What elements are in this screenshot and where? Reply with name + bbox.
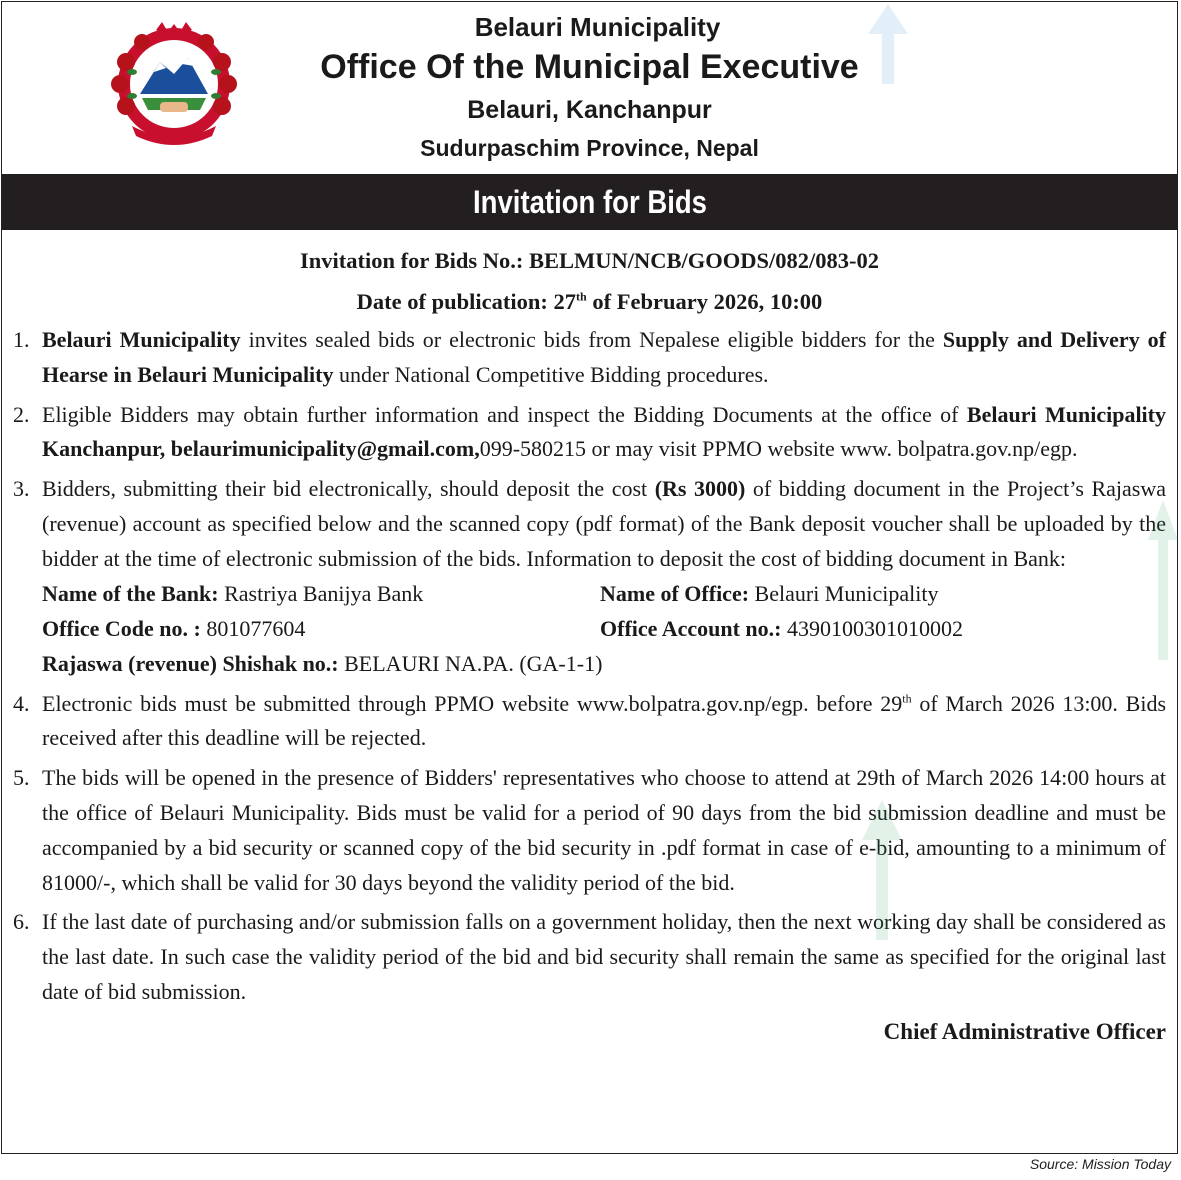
clause-text-part: Supply and Delivery of Hearse in Belauri Municipality (42, 327, 1166, 387)
clause-item (2, 761, 1177, 900)
clause-number: 5. (13, 765, 30, 791)
clause-number: 2. (13, 401, 30, 427)
publication-date: Date of publication: 27th of February 2026, 10:00 (356, 289, 823, 314)
office-code-row: Office Code no. : 801077604 (42, 615, 306, 641)
shishak-row: Rajaswa (revenue) Shishak no.: BELAURI NA.PA. (GA-1-1) (42, 650, 603, 676)
province-line: Sudurpaschim Province, Nepal (420, 135, 759, 161)
office-location: Belauri, Kanchanpur (467, 96, 712, 124)
clause-text-part: of March 2026 13:00. Bids received after this deadline will be rejected. (42, 690, 1167, 751)
office-name-row: Name of Office: Belauri Municipality (600, 580, 939, 606)
clause-text-part: (Rs 3000) (654, 476, 746, 502)
clause-text-part: Belauri Municipality (42, 327, 241, 352)
ifb-number: Invitation for Bids No.: BELMUN/NCB/GOODS/082/083-02 (299, 248, 879, 273)
clause-text-part: 099-580215 or may visit PPMO website www. bolpatra.gov.np/egp. (479, 436, 1078, 462)
notice-body (2, 240, 1177, 1050)
source-credit: Source: Mission Today (1029, 1156, 1171, 1172)
clause-item (2, 398, 1177, 468)
clause-text-part: th (902, 691, 912, 706)
office-title: Office Of the Municipal Executive (320, 48, 859, 86)
clause-list (2, 323, 1177, 1010)
office-account-row: Office Account no.: 4390100301010002 (600, 615, 963, 641)
clause-item (2, 905, 1177, 1009)
notice-header (2, 2, 1177, 174)
municipality-name: Belauri Municipality (474, 12, 721, 42)
clause-text-part: Belauri Municipality Kanchanpur, belaurimunicipality@gmail.com, (42, 401, 1166, 462)
title-banner (2, 174, 1177, 230)
signatory: Chief Administrative Officer (883, 1018, 1166, 1044)
clause-text-part: If the last date of purchasing and/or submission falls on a government holiday, then the next working day shall be considered as the last date. In such case the validity period of the bid and bid security shall remain the same as specified for the original last date of bid submission. (42, 909, 1166, 1004)
clause-text-part: Bidders, submitting their bid electronically, should deposit the cost (42, 476, 655, 502)
clause-text-part: under National Competitive Bidding procedures. (333, 361, 769, 387)
clause-number: 6. (13, 909, 30, 935)
clause-item (2, 323, 1177, 393)
clause-text-part: The bids will be opened in the presence of Bidders' representatives who choose to attend at 29th of March 2026 14:00 hours at the office of Belauri Municipality. Bids must be valid for a period of 90 days from the bid submission deadline and must be accompanied by a bid security or scanned copy of the bid security in .pdf format in case of e-bid, amounting to a minimum of 81000/-, which shall be valid for 30 days beyond the validity period of the bid. (42, 765, 1166, 895)
bank-name-row: Name of the Bank: Rastriya Banijya Bank (42, 580, 424, 606)
clause-number: 4. (13, 690, 30, 716)
clause-text-part: invites sealed bids or electronic bids from Nepalese eligible bidders for the (240, 327, 943, 352)
clause-number: 1. (13, 327, 30, 352)
clause-text-part: Eligible Bidders may obtain further information and inspect the Bidding Documents at the office of (42, 401, 967, 427)
bank-details (42, 577, 1166, 681)
clause-item (2, 472, 1177, 680)
clause-text-part: of bidding document in the Project’s Rajaswa (revenue) account as specified below and the scanned copy (pdf format) of the Bank deposit voucher shall be uploaded by the bidder at the time of electronic submission of the bids. Information to deposit the cost of bidding document in Bank: (42, 476, 1167, 571)
clause-item (2, 687, 1177, 757)
notice-frame (1, 1, 1178, 1154)
clause-number: 3. (13, 476, 30, 502)
banner-title: Invitation for Bids (472, 184, 707, 220)
clause-text-part: Electronic bids must be submitted through PPMO website www.bolpatra.gov.np/egp. before 29 (42, 690, 903, 716)
